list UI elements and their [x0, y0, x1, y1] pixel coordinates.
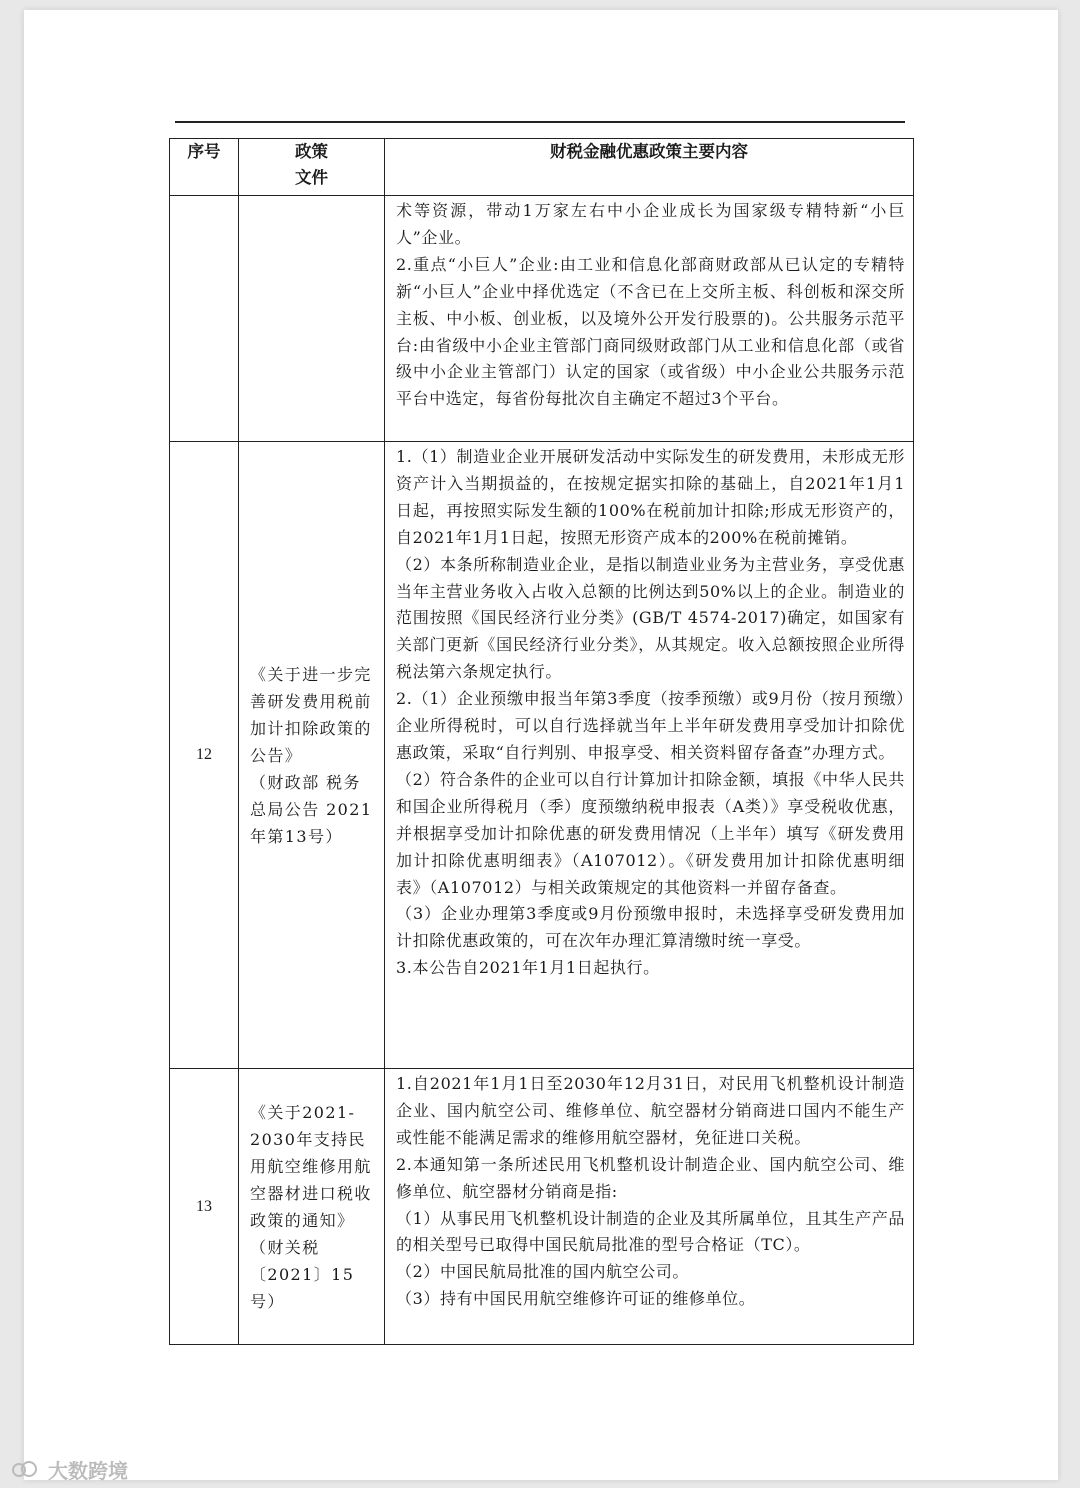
doc-title: 《关于进一步完善研发费用税前加计扣除政策的公告》 — [250, 664, 372, 765]
watermark — [12, 1455, 128, 1484]
row-num: 12 — [170, 442, 239, 1069]
table-row — [170, 442, 914, 1069]
row-num — [170, 196, 239, 442]
doc-number: （财关税〔2021〕15号） — [250, 1237, 355, 1311]
doc-title: 《关于2021-2030年支持民用航空维修用航空器材进口税收政策的通知》 — [250, 1102, 372, 1230]
doc-number: （财政部 税务总局公告 2021年第13号） — [250, 772, 373, 846]
content-paragraph: 1.自2021年1月1日至2030年12月31日，对民用飞机整机设计制造企业、国内航空公司、维修单位、航空器材分销商进口国内不能生产或性能不能满足需求的维修用航空器材，免征进口关税。 — [396, 1074, 905, 1147]
header-num: 序号 — [170, 139, 239, 196]
content-paragraph: 3.本公告自2021年1月1日起执行。 — [396, 958, 660, 978]
document-page — [24, 10, 1058, 1480]
content-paragraph: （2）中国民航局批准的国内航空公司。 — [396, 1262, 689, 1282]
row-doc — [239, 1069, 385, 1345]
content-paragraph: （3）企业办理第3季度或9月份预缴申报时，未选择享受研发费用加计扣除优惠政策的，可在次年办理汇算清缴时统一享受。 — [396, 904, 905, 951]
content-paragraph: （3）持有中国民用航空维修许可证的维修单位。 — [396, 1289, 756, 1309]
content-paragraph: 术等资源，带动1万家左右中小企业成长为国家级专精特新“小巨人”企业。 — [396, 201, 905, 247]
content-paragraph: 2.（1）企业预缴申报当年第3季度（按季预缴）或9月份（按月预缴）企业所得税时，可以自行选择就当年上半年研发费用享受加计扣除优惠政策，采取“自行判别、申报享受、相关资料留存备查”办理方式。 — [396, 689, 905, 762]
content-paragraph: （1）从事民用飞机整机设计制造的企业及其所属单位，且其生产产品的相关型号已取得中国民航局批准的型号合格证（TC）。 — [396, 1208, 905, 1255]
content-paragraph: （2）符合条件的企业可以自行计算加计扣除金额，填报《中华人民共和国企业所得税月（季）度预缴纳税申报表（A类）》享受税收优惠，并根据享受加计扣除优惠的研发费用情况（上半年）填写《研发费用加计扣除优惠明细表》（A107012）。《研发费用加计扣除优惠明细表》（A107012）与相关政策规定的其他资料一并留存备查。 — [396, 769, 905, 897]
brand-logo-icon — [12, 1459, 42, 1481]
table-header-row — [170, 139, 914, 196]
row-num: 13 — [170, 1069, 239, 1345]
header-doc-line1: 政策 — [295, 142, 328, 161]
policy-table — [169, 138, 914, 1345]
header-doc-line2: 文件 — [295, 168, 328, 187]
row-doc — [239, 442, 385, 1069]
watermark-text: 大数跨境 — [48, 1459, 128, 1483]
row-content — [385, 196, 914, 442]
row-content — [385, 442, 914, 1069]
row-doc — [239, 196, 385, 442]
header-doc — [239, 139, 385, 196]
top-rule — [175, 121, 905, 123]
content-paragraph: （2）本条所称制造业企业，是指以制造业业务为主营业务，享受优惠当年主营业务收入占收入总额的比例达到50%以上的企业。制造业的范围按照《国民经济行业分类》(GB/T 4574-2017)确定，如国家有关部门更新《国民经济行业分类》，从其规定。收入总额按照企业所得税法第六条规定执行。 — [396, 554, 905, 682]
content-paragraph: 1.（1）制造业企业开展研发活动中实际发生的研发费用，未形成无形资产计入当期损益的，在按规定据实扣除的基础上，自2021年1月1日起，再按照实际发生额的100%在税前加计扣除;形成无形资产的，自2021年1月1日起，按照无形资产成本的200%在税前摊销。 — [396, 447, 905, 547]
content-paragraph: 2.重点“小巨人”企业:由工业和信息化部商财政部从已认定的专精特新“小巨人”企业中择优选定（不含已在上交所主板、科创板和深交所主板、中小板、创业板，以及境外公开发行股票的)。公共服务示范平台:由省级中小企业主管部门商同级财政部门从工业和信息化部（或省级中小企业主管部门）认定的国家（或省级）中小企业公共服务示范平台中选定，每省份每批次自主确定不超过3个平台。 — [396, 254, 905, 409]
content-paragraph: 2.本通知第一条所述民用飞机整机设计制造企业、国内航空公司、维修单位、航空器材分销商是指: — [396, 1154, 905, 1201]
table-row — [170, 196, 914, 442]
table-row — [170, 1069, 914, 1345]
row-content — [385, 1069, 914, 1345]
header-content: 财税金融优惠政策主要内容 — [385, 139, 914, 196]
